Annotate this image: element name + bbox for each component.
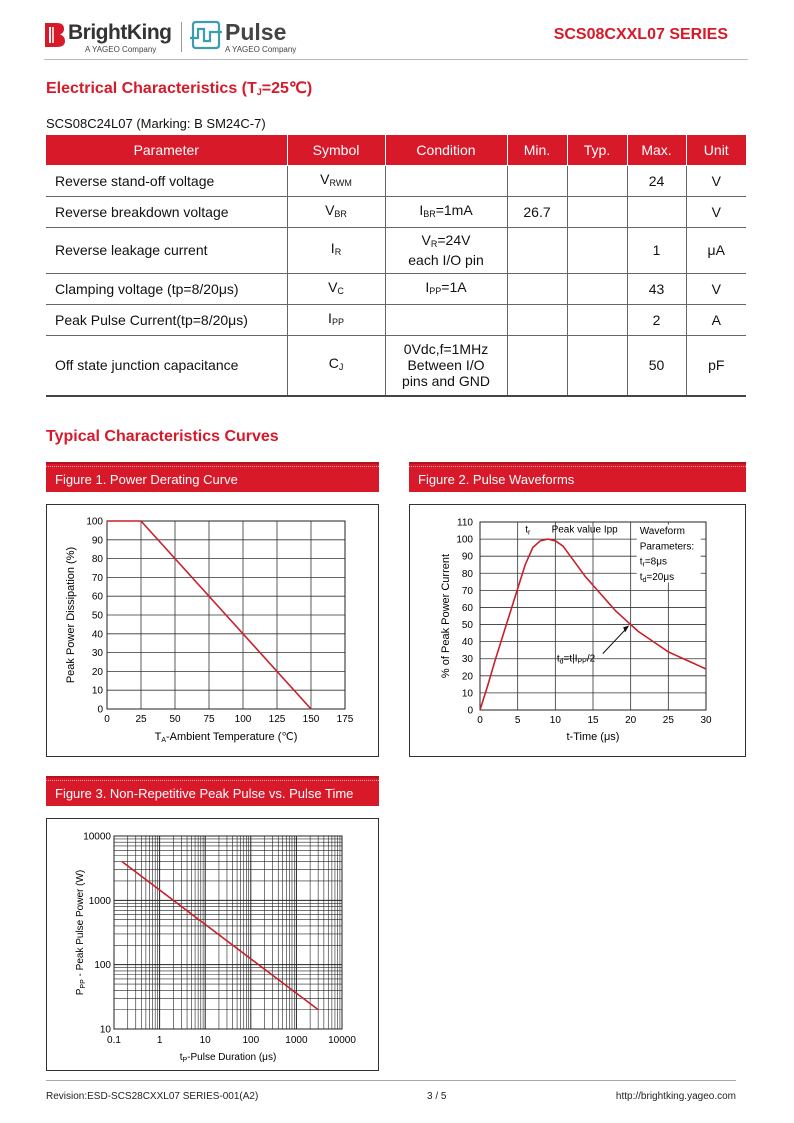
symbol-text: V (328, 278, 338, 295)
typ-cell (567, 273, 627, 304)
column-header: Max. (627, 135, 686, 165)
x-tick-label: 1 (156, 1035, 163, 1046)
brightking-logo (44, 18, 174, 56)
y-tick-label: 80 (461, 568, 473, 580)
condition-subscript: BR (423, 208, 436, 219)
electrical-characteristics-title: Electrical Characteristics $(T_J=25℃)$ (46, 80, 313, 97)
x-tick-label: 15 (587, 715, 599, 726)
param-text: Clamping voltage (tp=8/20μs) (55, 280, 239, 297)
footer-revision: Revision:ESD-SCS28CXXL07 SERIES-001(A2) (46, 1091, 259, 1102)
column-header: Min. (507, 135, 567, 165)
y-tick-label: 10 (91, 685, 103, 697)
y-tick-label: 40 (461, 637, 473, 649)
unit-value: μA (707, 242, 725, 258)
figure-2-svg (410, 505, 747, 758)
column-header: Parameter (46, 135, 287, 165)
label-text: =8μs (644, 556, 668, 568)
x-tick-label: 10 (199, 1035, 211, 1046)
condition-text: V (421, 232, 431, 248)
param-cell (46, 196, 287, 227)
y-tick-label: 50 (461, 620, 473, 632)
y-tick-label: 70 (461, 585, 473, 597)
unit-cell (686, 335, 746, 396)
label-subscript: d (559, 658, 564, 666)
typ-cell (567, 227, 627, 273)
y-tick-label: 90 (461, 551, 473, 563)
decay-time-label (557, 653, 596, 665)
y-tick-label: 30 (461, 654, 473, 666)
x-tick-label: 0 (104, 714, 110, 725)
symbol-cell (287, 196, 385, 227)
x-tick-label: 1000 (285, 1035, 308, 1046)
figure-2-pulse-waveform-chart (409, 504, 746, 757)
pulse-logo (189, 18, 309, 56)
symbol-text: V (320, 170, 330, 187)
condition-cell (385, 335, 507, 396)
max-cell (627, 196, 686, 227)
symbol-text: I (328, 309, 332, 326)
y-tick-label: 70 (91, 572, 103, 584)
unit-value: V (711, 203, 721, 220)
condition-text: =1A (441, 278, 467, 295)
label-text: t (639, 572, 643, 584)
column-header: Condition (385, 135, 507, 165)
max-cell (627, 227, 686, 273)
condition-text: =1mA (435, 201, 473, 218)
figure-2-title: Figure 2. Pulse Waveforms (409, 462, 746, 492)
param-text: Reverse breakdown voltage (55, 203, 229, 220)
pulse-logo-name: Pulse (225, 19, 287, 45)
label-subscript: PP (577, 658, 587, 666)
max-cell (627, 165, 686, 196)
unit-cell (686, 165, 746, 196)
rise-time-label (525, 524, 531, 536)
column-header: Typ. (567, 135, 627, 165)
pulse-logo-mark-icon (189, 20, 223, 50)
table-row (46, 196, 746, 227)
unit-cell (686, 273, 746, 304)
x-tick-label: 100 (234, 714, 252, 725)
table-header-row (46, 135, 746, 165)
legend-line: Waveform (639, 525, 685, 537)
logo-divider (181, 22, 182, 52)
figure-1-power-derating-chart (46, 504, 379, 757)
brightking-logo-name: BrightKing (68, 21, 172, 44)
symbol-cell (287, 273, 385, 304)
y-tick-label: 100 (94, 960, 111, 972)
param-text: Peak Pulse Current(tp=8/20μs) (55, 311, 248, 328)
typical-characteristics-title: Typical Characteristics Curves (46, 428, 279, 445)
condition-text: Between I/O (407, 357, 485, 374)
column-header: Symbol (287, 135, 385, 165)
typ-cell (567, 335, 627, 396)
figure-3-title: Figure 3. Non-Repetitive Peak Pulse vs. Pulse Time (46, 776, 379, 806)
min-cell (507, 165, 567, 196)
typ-cell (567, 196, 627, 227)
symbol-text: V (325, 201, 335, 218)
y-tick-label: 50 (91, 610, 103, 622)
label-text: T (154, 731, 162, 743)
x-tick-label: 50 (169, 714, 181, 725)
typ-cell (567, 304, 627, 335)
y-tick-label: 0 (467, 705, 473, 717)
label-text: t (639, 556, 643, 568)
y-axis-label: Peak Power Dissipation (%) (65, 546, 77, 684)
typ-cell (567, 165, 627, 196)
x-tick-label: 100 (242, 1035, 260, 1046)
device-marking-line: SCS08C24L07 (Marking: B SM24C-7) (46, 116, 266, 131)
y-tick-label: 40 (91, 629, 103, 641)
symbol-cell (287, 304, 385, 335)
condition-cell (385, 304, 507, 335)
label-text: t (179, 1052, 183, 1063)
x-tick-label: 150 (302, 714, 320, 725)
y-tick-label: 110 (457, 517, 473, 529)
condition-subscript: R (430, 239, 438, 249)
y-axis-label: % of Peak Power Current (440, 553, 452, 679)
symbol-subscript: BR (334, 208, 347, 219)
max-cell (627, 335, 686, 396)
x-tick-label: 0 (477, 715, 483, 726)
condition-text: =24V (437, 232, 471, 248)
table-row (46, 304, 746, 335)
x-tick-label: 25 (135, 714, 147, 725)
max-value: 50 (648, 357, 665, 374)
x-axis-label (180, 1052, 277, 1064)
page-header (44, 16, 750, 56)
param-text: Off state junction capacitance (55, 357, 239, 374)
label-text: t (556, 653, 560, 665)
x-tick-label: 20 (625, 715, 637, 726)
x-tick-label: 75 (203, 714, 215, 725)
max-value: 43 (648, 280, 665, 297)
min-cell (507, 304, 567, 335)
param-text: Reverse leakage current (55, 242, 208, 258)
max-cell (627, 273, 686, 304)
condition-subscript: PP (429, 285, 442, 296)
figure-3-svg (47, 819, 380, 1072)
decay-arrow-line (603, 628, 627, 654)
y-tick-label: 10 (99, 1024, 111, 1036)
table-row (46, 335, 746, 396)
condition-text: 0Vdc,f=1MHz (403, 341, 489, 358)
max-value: 24 (648, 172, 665, 189)
min-cell (507, 273, 567, 304)
unit-value: pF (708, 357, 725, 374)
unit-cell (686, 304, 746, 335)
unit-value: A (711, 311, 721, 328)
label-subscript: d (642, 577, 647, 585)
condition-text: I (419, 201, 424, 218)
y-tick-label: 0 (97, 704, 103, 716)
condition-cell (385, 196, 507, 227)
unit-value: V (711, 280, 721, 297)
label-text: -Pulse Duration (μs) (187, 1052, 277, 1063)
footer-url: http://brightking.yageo.com (615, 1091, 736, 1102)
label-subscript: P (182, 1057, 188, 1064)
condition-cell (385, 165, 507, 196)
symbol-subscript: PP (331, 316, 344, 327)
y-tick-label: 20 (91, 666, 103, 678)
condition-text: pins and GND (402, 373, 490, 390)
param-cell (46, 227, 287, 273)
min-cell (507, 335, 567, 396)
y-axis-label (75, 870, 87, 996)
symbol-subscript: J (338, 362, 344, 373)
x-axis-label: t-Time (μs) (566, 731, 620, 743)
min-cell (507, 227, 567, 273)
max-value: 2 (652, 311, 661, 328)
symbol-subscript: R (334, 247, 342, 257)
condition-text: each I/O pin (408, 252, 484, 268)
table-row (46, 165, 746, 196)
condition-text: I (425, 278, 430, 295)
y-tick-label: 100 (86, 516, 103, 528)
x-axis-label (155, 731, 298, 744)
figure-1-svg (47, 505, 380, 758)
x-tick-label: 125 (268, 714, 286, 725)
x-tick-label: 10000 (328, 1035, 356, 1046)
param-text: Reverse stand-off voltage (55, 172, 215, 189)
label-subscript: r (527, 529, 531, 537)
peak-value-label: Peak value Ipp (551, 524, 618, 536)
label-subscript: A (161, 737, 167, 744)
label-subscript: r (642, 561, 645, 569)
x-tick-label: 5 (514, 715, 521, 726)
electrical-characteristics-table (46, 135, 746, 397)
symbol-cell (287, 335, 385, 396)
unit-cell (686, 196, 746, 227)
figure-1-title: Figure 1. Power Derating Curve (46, 462, 379, 492)
series-title: SCS08CXXL07 SERIES (553, 26, 728, 43)
max-cell (627, 304, 686, 335)
pulse-logo-sub: A YAGEO Company (225, 45, 297, 54)
figure-3-peak-pulse-chart (46, 818, 379, 1071)
param-cell (46, 273, 287, 304)
footer-divider (46, 1080, 736, 1081)
unit-cell (686, 227, 746, 273)
min-value: 26.7 (523, 203, 551, 220)
y-tick-label: 30 (91, 648, 103, 660)
x-tick-label: 25 (662, 715, 674, 726)
unit-value: V (711, 172, 721, 189)
brightking-logo-sub: A YAGEO Company (85, 45, 157, 54)
table-row (46, 273, 746, 304)
label-text: -Ambient Temperature (℃) (166, 731, 298, 743)
footer-page-number: 3 / 5 (427, 1091, 447, 1102)
header-divider (44, 59, 748, 60)
label-text: - Peak Pulse Power (W) (75, 869, 86, 980)
min-cell (507, 196, 567, 227)
label-text: P (75, 988, 86, 996)
y-tick-label: 10 (461, 688, 473, 700)
label-text: =t|I (563, 653, 578, 665)
label-text: /2 (586, 653, 596, 665)
y-tick-label: 10000 (83, 831, 111, 843)
symbol-subscript: C (337, 285, 344, 296)
x-tick-label: 30 (700, 715, 712, 726)
y-tick-label: 60 (461, 602, 473, 614)
param-cell (46, 304, 287, 335)
x-tick-label: 0.1 (107, 1035, 121, 1046)
y-tick-label: 60 (91, 591, 103, 603)
column-header: Unit (686, 135, 746, 165)
x-tick-label: 10 (549, 715, 561, 726)
condition-cell (385, 273, 507, 304)
label-text: t (525, 524, 528, 536)
y-tick-label: 1000 (88, 895, 111, 907)
table-row (46, 227, 746, 273)
plot-frame (114, 836, 342, 1029)
y-tick-label: 100 (456, 534, 473, 546)
param-cell (46, 335, 287, 396)
legend-line: Parameters: (639, 541, 695, 553)
symbol-cell (287, 227, 385, 273)
param-cell (46, 165, 287, 196)
y-tick-label: 90 (91, 535, 103, 547)
label-text: =20μs (646, 572, 675, 584)
label-subscript: PP (80, 979, 87, 989)
max-value: 1 (652, 242, 661, 258)
symbol-text: I (330, 240, 335, 256)
x-tick-label: 175 (336, 714, 354, 725)
symbol-cell (287, 165, 385, 196)
brightking-logo-mark-icon (44, 22, 66, 48)
y-tick-label: 20 (461, 671, 473, 683)
condition-cell (385, 227, 507, 273)
peak-pulse-curve-line (122, 862, 318, 1010)
y-tick-label: 80 (91, 554, 103, 566)
symbol-text: C (328, 355, 339, 372)
symbol-subscript: RWM (329, 177, 352, 188)
